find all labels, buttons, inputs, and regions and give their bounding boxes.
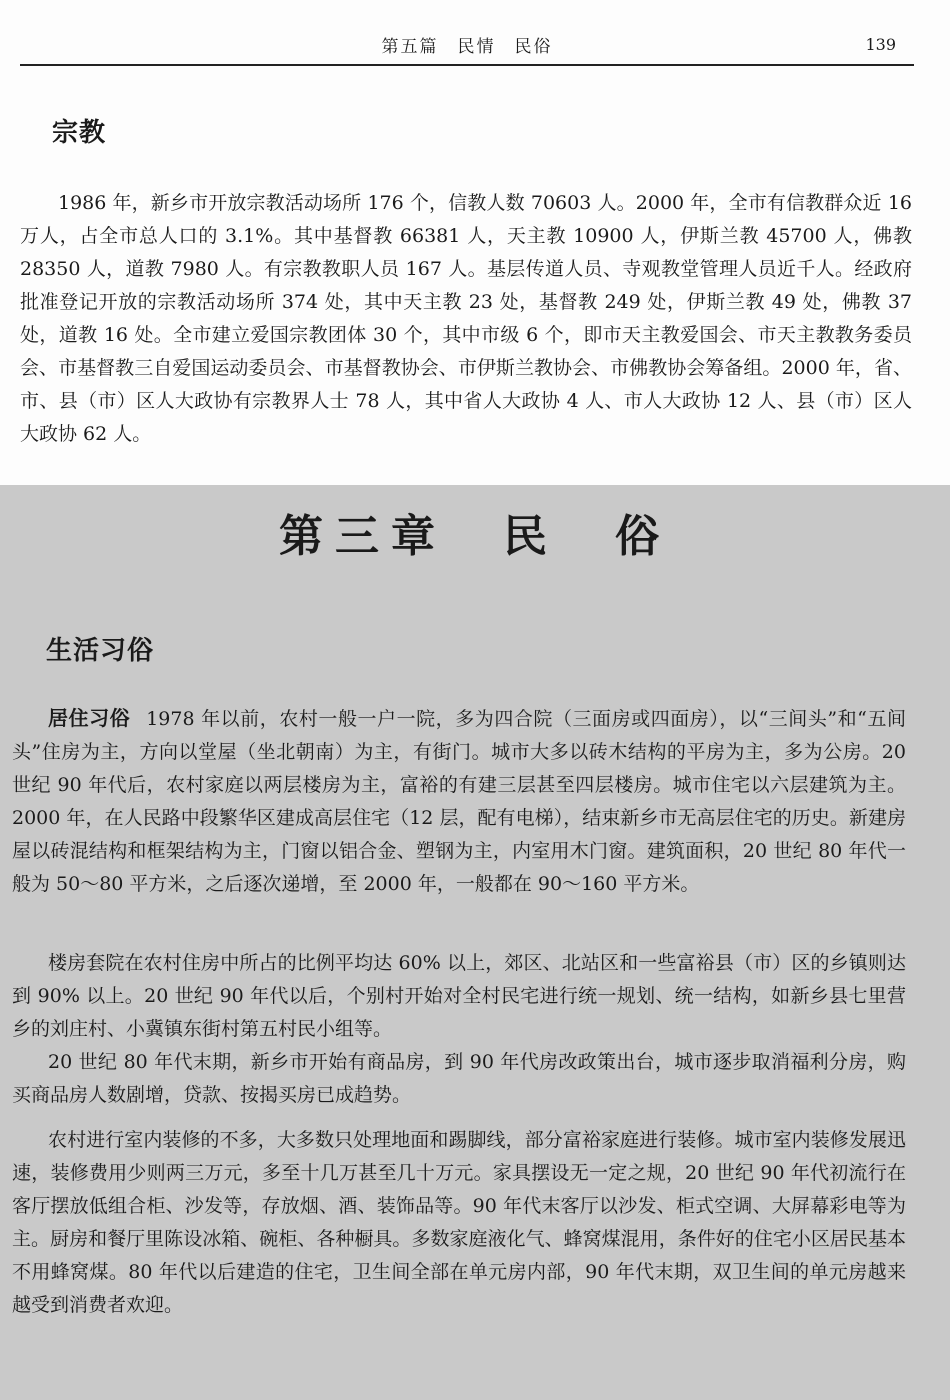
religion-heading: 宗教: [52, 118, 107, 148]
housing-paragraph-2: 楼房套院在农村住房中所占的比例平均达 60% 以上，郊区、北站区和一些富裕县（市）区的乡镇则达到 90% 以上。20 世纪 90 年代以后，个别村开始对全村民宅进行统一规划、统一结构，如新乡县七里营乡的刘庄村、小冀镇东街村第五村民小组等。: [12, 952, 906, 1040]
housing-paragraph-3: 20 世纪 80 年代末期，新乡市开始有商品房，到 90 年代房改政策出台，城市逐步取消福利分房，购买商品房人数剧增，贷款、按揭买房已成趋势。: [12, 1051, 906, 1106]
living-customs-heading: 生活习俗: [46, 636, 155, 666]
housing-paragraph-1: [12, 702, 906, 901]
housing-paragraph-1-text: 1978 年以前，农村一般一户一院，多为四合院（三面房或四面房），以“三间头”和“五间头”住房为主，方向以堂屋（坐北朝南）为主，有街门。城市大多以砖木结构的平房为主，多为公房。20 世纪 90 年代后，农村家庭以两层楼房为主，富裕的有建三层甚至四层楼房。城市住宅以六层建筑为主。2000 年，在人民路中段繁华区建成高层住宅（12 层，配有电梯），结束新乡市无高层住宅的历史。新建房屋以砖混结构和框架结构为主，门窗以铝合金、塑钢为主，内室用木门窗。建筑面积，20 世纪 80 年代一般为 50～80 平方米，之后逐次递增，至 2000 年，一般都在 90～160 平方米。: [12, 708, 906, 895]
page-number: 139: [865, 35, 896, 54]
chapter-title: 第三章 民 俗: [279, 511, 671, 562]
header-title: 第五篇 民情 民俗: [381, 37, 553, 57]
housing-paragraph-4: 农村进行室内装修的不多，大多数只处理地面和踢脚线，部分富裕家庭进行装修。城市室内装修发展迅速，装修费用少则两三万元，多至十几万甚至几十万元。家具摆设无一定之规，20 世纪 90 年代初流行在客厅摆放低组合柜、沙发等，存放烟、酒、装饰品等。90 年代末客厅以沙发、柜式空调、大屏幕彩电等为主。厨房和餐厅里陈设冰箱、碗柜、各种橱具。多数家庭液化气、蜂窝煤混用，条件好的住宅小区居民基本不用蜂窝煤。80 年代以后建造的住宅，卫生间全部在单元房内部，90 年代末期，双卫生间的单元房越来越受到消费者欢迎。: [12, 1129, 906, 1316]
running-header: [20, 28, 914, 66]
housing-customs-subheading: 居住习俗: [48, 706, 131, 730]
religion-paragraph: 1986 年，新乡市开放宗教活动场所 176 个，信教人数 70603 人。2000 年，全市有信教群众近 16 万人，占全市总人口的 3.1%。其中基督教 66381 人，天主教 10900 人，伊斯兰教 45700 人，佛教 28350 人，道教 7980 人。有宗教教职人员 167 人。基层传道人员、寺观教堂管理人员近千人。经政府批准登记开放的宗教活动场所 374 处，其中天主教 23 处，基督教 249 处，伊斯兰教 49 处，佛教 37 处，道教 16 处。全市建立爱国宗教团体 30 个，其中市级 6 个，即市天主教爱国会、市天主教教务委员会、市基督教三自爱国运动委员会、市基督教协会、市伊斯兰教协会、市佛教协会筹备组。2000 年，省、市、县（市）区人大政协有宗教界人士 78 人，其中省人大政协 4 人、市人大政协 12 人、县（市）区人大政协 62 人。: [20, 192, 912, 445]
